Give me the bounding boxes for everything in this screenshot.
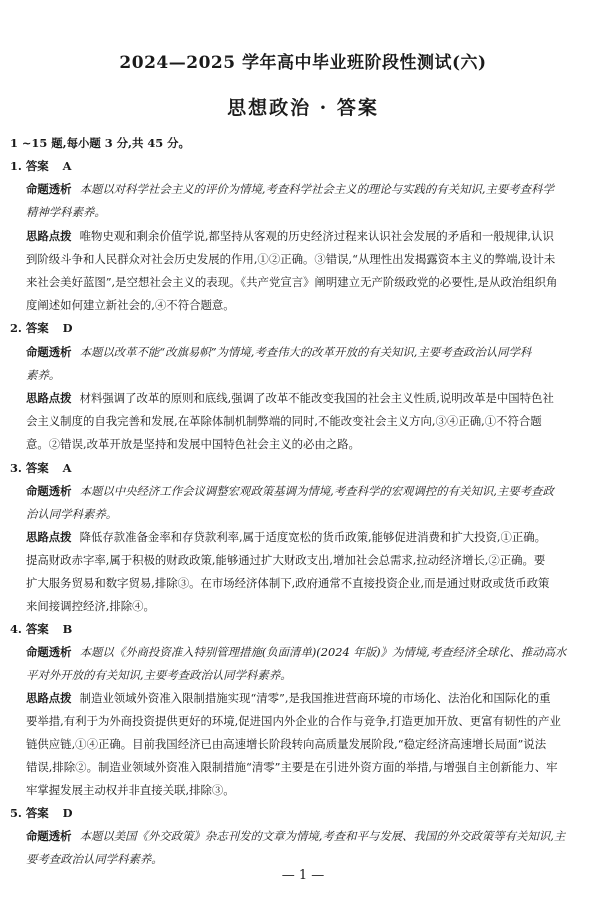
q3-number: 3. [10, 461, 22, 475]
thinking-label: 思路点拨 [26, 391, 72, 405]
q4-thinking-text: 要举措,有利于为外商投资提供更好的环境,促进国内外企业的合作与竞争,打造更加开放、更富有韧性的产业 [26, 714, 561, 728]
q4-thinking-text: 牢掌握发展主动权并非直接关联,排除③。 [26, 783, 235, 797]
analysis-label: 命题透析 [26, 829, 72, 843]
q5-analysis-text: 本题以美国《外交政策》杂志刊发的文章为情境,考查和平与发展、我国的外交政策等有关知识,主 [79, 829, 566, 843]
q1-thinking-text: 度阐述如何建立新社会的,④不符合题意。 [26, 298, 235, 312]
q1-thinking-text: 到阶级斗争和人民群众对社会历史发展的作用,①②正确。③错误,“从理性出发揭露资本主义的弊端,设计未 [26, 252, 556, 266]
q1-thinking-text: 唯物史观和剩余价值学说,都坚持从客观的历史经济过程来认识社会发展的矛盾和一般规律,认识 [79, 229, 554, 243]
q4-answer-line [10, 622, 72, 636]
q2-analysis-text: 素养。 [26, 368, 61, 382]
q2-thinking-text: 材料强调了改革的原则和底线,强调了改革不能改变我国的社会主义性质,说明改革是中国特色社 [79, 391, 554, 405]
q3-answer-value: A [62, 461, 72, 475]
q1-analysis-text: 精神学科素养。 [26, 205, 106, 219]
answer-label: 答案 [25, 806, 49, 820]
q2-answer-line [10, 321, 73, 335]
q5-answer-line [10, 806, 73, 820]
exam-title: 2024—2025 学年高中毕业班阶段性测试(六) [119, 53, 487, 73]
answer-label: 答案 [25, 321, 49, 335]
q2-thinking-text: 会主义制度的自我完善和发展,在革除体制机制弊端的同时,不能改变社会主义方向,③④正确,①不符合题 [26, 414, 542, 428]
q4-thinking-text: 错误,排除②。制造业领域外资准入限制措施“清零”主要是在引进外资方面的举措,与增强自主创新能力、牢 [26, 760, 558, 774]
q3-analysis-text: 本题以中央经济工作会议调整宏观政策基调为情境,考查科学的宏观调控的有关知识,主要考查政 [79, 484, 554, 498]
q2-number: 2. [10, 321, 22, 335]
q4-thinking-text: 链供应链,①④正确。目前我国经济已由高速增长阶段转向高质量发展阶段,“稳定经济高速增长局面”说法 [26, 737, 547, 751]
q1-answer-value: A [62, 159, 72, 173]
q4-answer-value: B [62, 622, 73, 636]
q1-thinking-line [26, 229, 554, 243]
analysis-label: 命题透析 [26, 182, 72, 196]
q4-analysis-line [26, 645, 566, 659]
intro-text: 1 ~15 题,每小题 3 分,共 45 分。 [10, 136, 190, 150]
q2-analysis-text: 本题以改革不能“改旗易帜”为情境,考查伟大的改革开放的有关知识,主要考查政治认同学科 [79, 345, 532, 359]
page-number: — 1 — [281, 868, 325, 883]
q1-number: 1. [10, 159, 22, 173]
thinking-label: 思路点拨 [26, 691, 72, 705]
q1-analysis-text: 本题以对科学社会主义的评价为情境,考查科学社会主义的理论与实践的有关知识,主要考查科学 [79, 182, 554, 196]
thinking-label: 思路点拨 [26, 229, 72, 243]
q3-analysis-line [26, 484, 554, 498]
q2-answer-value: D [62, 321, 73, 335]
q1-answer-line [10, 159, 71, 173]
q3-analysis-text: 治认同学科素养。 [26, 507, 118, 521]
q3-thinking-text: 降低存款准备金率和存贷款利率,属于适度宽松的货币政策,能够促进消费和扩大投资,①正确。 [79, 530, 547, 544]
q3-thinking-text: 扩大服务贸易和数字贸易,排除③。在市场经济体制下,政府通常不直接投资企业,而是通过财政或货币政策 [26, 576, 550, 590]
q4-number: 4. [10, 622, 22, 636]
q5-number: 5. [10, 806, 22, 820]
answer-label: 答案 [25, 159, 49, 173]
q4-analysis-text: 平对外开放的有关知识,主要考查政治认同学科素养。 [26, 668, 292, 682]
q5-analysis-text: 要考查政治认同学科素养。 [26, 852, 163, 866]
q5-answer-value: D [62, 806, 73, 820]
q2-analysis-line [26, 345, 531, 359]
q3-thinking-line [26, 530, 546, 544]
analysis-label: 命题透析 [26, 645, 72, 659]
q1-analysis-line [26, 182, 554, 196]
answer-label: 答案 [25, 461, 49, 475]
q4-thinking-text: 制造业领域外资准入限制措施实现“清零”,是我国推进营商环境的市场化、法治化和国际化的重 [79, 691, 551, 705]
q3-thinking-text: 提高财政赤字率,属于积极的财政政策,能够通过扩大财政支出,增加社会总需求,拉动经济增长,②正确。要 [26, 553, 546, 567]
answer-label: 答案 [25, 622, 49, 636]
q2-thinking-line [26, 391, 554, 405]
q3-answer-line [10, 461, 71, 475]
page-subtitle: 思想政治 · 答案 [227, 97, 379, 119]
q4-thinking-line [26, 691, 550, 705]
q3-thinking-text: 来间接调控经济,排除④。 [26, 599, 155, 613]
analysis-label: 命题透析 [26, 484, 72, 498]
q5-analysis-line [26, 829, 565, 843]
q1-thinking-text: 来社会美好蓝图”,是空想社会主义的表现。《共产党宣言》阐明建立无产阶级政党的必要性,是从政治组织角 [26, 275, 558, 289]
q4-analysis-text: 本题以《外商投资准入特别管理措施(负面清单)(2024 年版)》为情境,考查经济全球化、推动高水 [79, 645, 567, 659]
q2-thinking-text: 意。②错误,改革开放是坚持和发展中国特色社会主义的必由之路。 [26, 437, 360, 451]
thinking-label: 思路点拨 [26, 530, 72, 544]
analysis-label: 命题透析 [26, 345, 72, 359]
